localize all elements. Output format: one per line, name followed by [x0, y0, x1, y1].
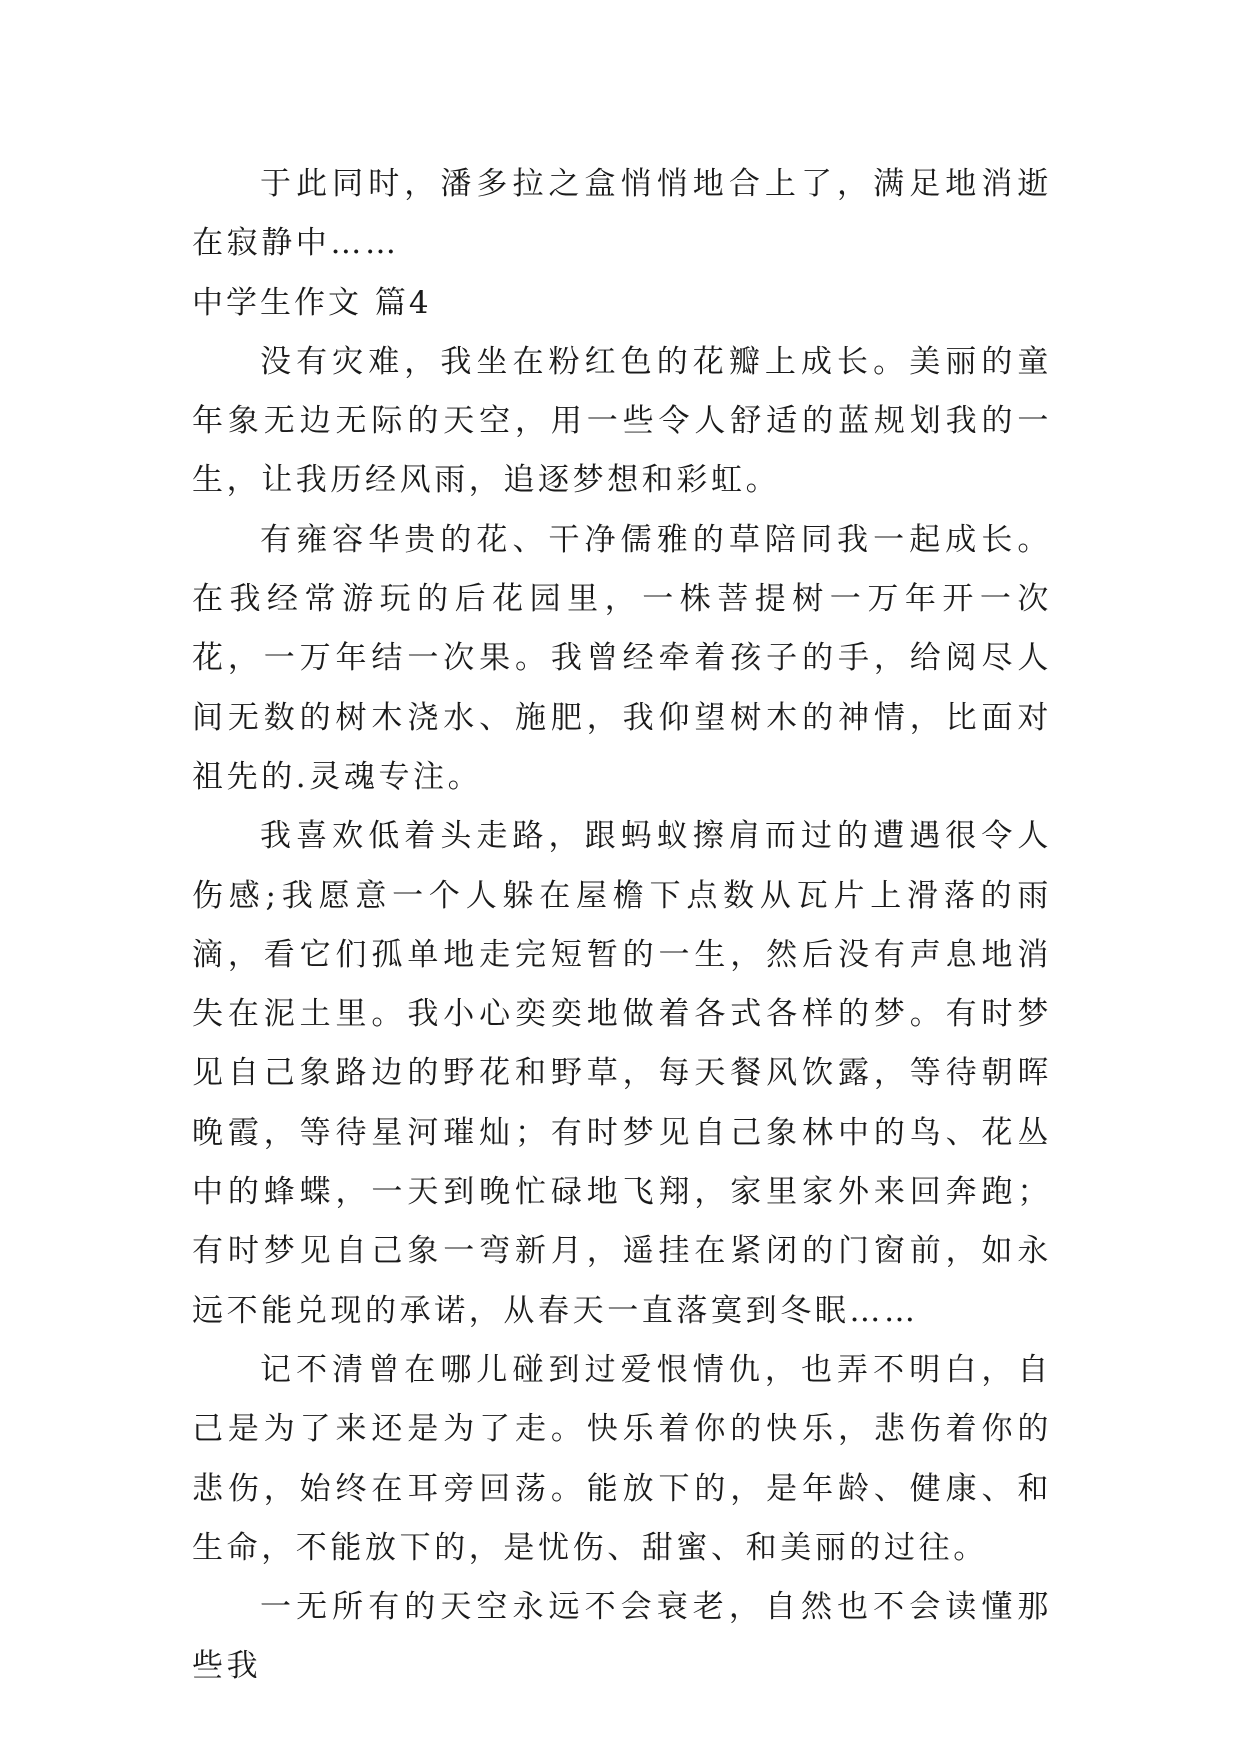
paragraph: 我喜欢低着头走路，跟蚂蚁擦肩而过的遭遇很令人伤感;我愿意一个人躲在屋檐下点数从瓦片上滑落的雨滴，看它们孤单地走完短暂的一生，然后没有声息地消失在泥土里。我小心奕奕地做着各式各样的梦。有时梦见自己象路边的野花和野草，每天餐风饮露，等待朝晖晚霞，等待星河璀灿；有时梦见自己象林中的鸟、花丛中的蜂蝶，一天到晚忙碌地飞翔，家里家外来回奔跑；有时梦见自己象一弯新月，遥挂在紧闭的门窗前，如永远不能兑现的承诺，从春天一直落寞到冬眠…… [192, 818, 1052, 1329]
document-page [192, 155, 1052, 1697]
paragraph: 记不清曾在哪儿碰到过爱恨情仇，也弄不明白，自己是为了来还是为了走。快乐着你的快乐，悲伤着你的悲伤，始终在耳旁回荡。能放下的，是年龄、健康、和生命，不能放下的，是忧伤、甜蜜、和美丽的过往。 [192, 1351, 1052, 1566]
section-heading: 中学生作文 篇4 [192, 284, 432, 321]
paragraph: 一无所有的天空永远不会衰老，自然也不会读懂那些我 [192, 1589, 1052, 1685]
paragraph: 没有灾难，我坐在粉红色的花瓣上成长。美丽的童年象无边无际的天空，用一些令人舒适的蓝规划我的一生，让我历经风雨，追逐梦想和彩虹。 [192, 343, 1052, 499]
paragraph: 有雍容华贵的花、干净儒雅的草陪同我一起成长。在我经常游玩的后花园里，一株菩提树一万年开一次花，一万年结一次果。我曾经牵着孩子的手，给阅尽人间无数的树木浇水、施肥，我仰望树木的神情，比面对祖先的.灵魂专注。 [192, 521, 1052, 795]
paragraph: 于此同时，潘多拉之盒悄悄地合上了，满足地消逝在寂静中…… [192, 166, 1052, 262]
